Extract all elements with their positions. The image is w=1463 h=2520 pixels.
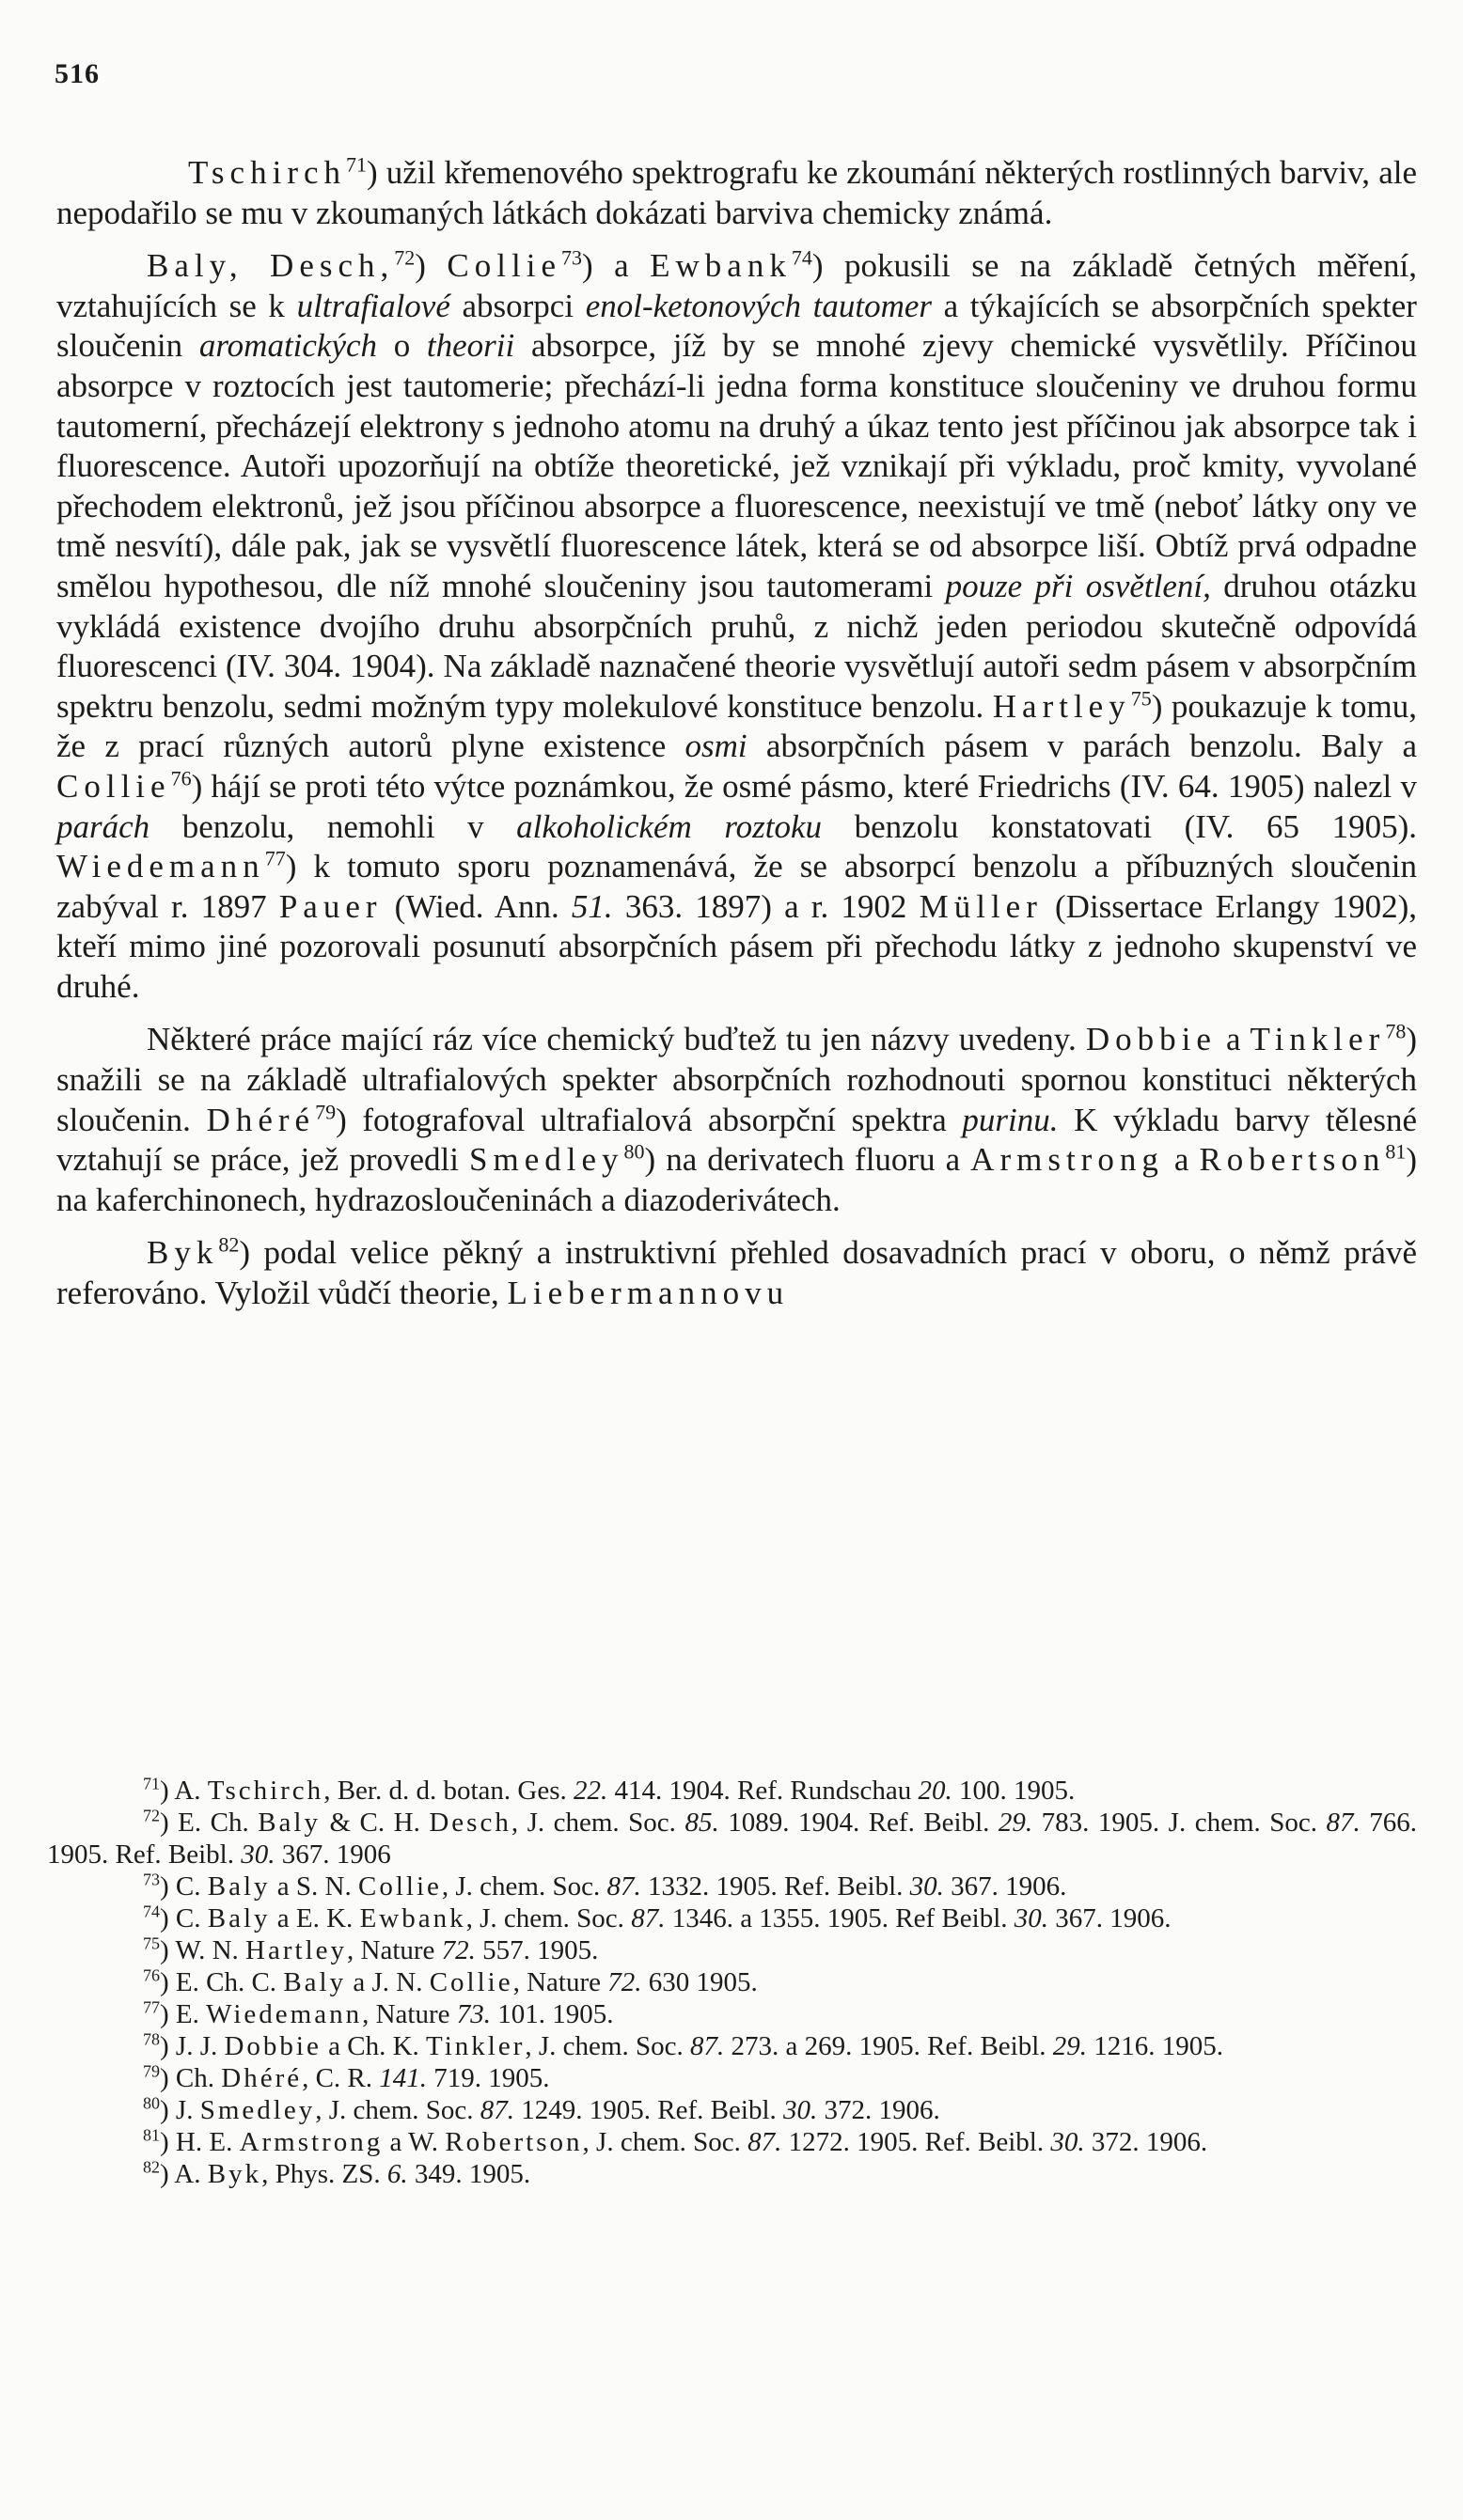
text-run: , Nature bbox=[512, 1967, 608, 1997]
text-run: Některé práce mající ráz více chemický buďtež tu jen názvy uvedeny. bbox=[147, 1021, 1086, 1058]
italic-run: 87. bbox=[747, 2127, 782, 2157]
footnote bbox=[47, 1934, 1417, 1966]
text-run: a týkajících se absorpčních spekter sloučenin bbox=[56, 287, 1417, 365]
text-run: , J. chem. Soc. bbox=[525, 2031, 690, 2061]
italic-run: 22. bbox=[574, 1776, 608, 1806]
footnote-ref: 82 bbox=[143, 2157, 160, 2177]
text-run: absorpci bbox=[449, 287, 586, 324]
text-run: ) k tomuto sporu poznamenává, že se absorpcí benzolu a příbuzných sloučenin zabýval r. 1897 bbox=[56, 848, 1417, 925]
text-run: absorpčních pásem v parách benzolu. Baly a bbox=[747, 728, 1417, 765]
text-run: ) snažili se na základě ultrafialových spekter absorpčních rozhodnouti spornou konstituci některých sloučenin. bbox=[56, 1021, 1417, 1138]
text-run: 414. 1904. Ref. Rundschau bbox=[607, 1776, 919, 1806]
author-name: Baly bbox=[283, 1967, 347, 1997]
text-run: a J. N. bbox=[346, 1967, 430, 1997]
italic-run: enol-ketonových tautomer bbox=[585, 287, 932, 324]
text-run: , Nature bbox=[347, 1935, 442, 1965]
text-run: 1272. 1905. Ref. Beibl. bbox=[781, 2127, 1051, 2157]
footnote-ref: 71 bbox=[346, 152, 368, 177]
footnote-ref: 73 bbox=[560, 245, 582, 270]
text-run: druhou otázku vykládá existence dvojího druhu absorpčních pruhů, z nichž jeden periodou skutečně odpovídá fluorescenci (IV. 304. 1904). Na základě naznačené theorie vysvětlují autoři sedm pásem v absorpčním spektru benzolu, sedmi možným typy molekulové konstituce benzolu. bbox=[56, 567, 1418, 725]
footnote-ref: 78 bbox=[143, 2029, 160, 2049]
footnote-ref: 82 bbox=[218, 1232, 240, 1257]
text-run: 367. 1906. bbox=[1048, 1903, 1172, 1933]
text-run: 349. 1905. bbox=[407, 2159, 531, 2189]
footnote-ref: 75 bbox=[143, 1933, 160, 1953]
text-run: ) Ch. bbox=[160, 2063, 222, 2093]
author-name: Dhéré bbox=[206, 1101, 316, 1138]
text-run: ) poukazuje k tomu, že z prací různých autorů plyne existence bbox=[56, 687, 1417, 765]
italic-run: aromatických bbox=[198, 327, 378, 365]
text-run: 1249. 1905. Ref. Beibl. bbox=[514, 2095, 783, 2125]
italic-run: 20. bbox=[918, 1776, 952, 1806]
author-name: Smedley bbox=[199, 2095, 316, 2125]
footnote-ref: 80 bbox=[623, 1139, 645, 1164]
italic-run: pouze při osvětlení, bbox=[945, 567, 1211, 604]
italic-run: theorii bbox=[426, 327, 515, 365]
paragraph bbox=[56, 246, 1417, 1007]
footnotes bbox=[47, 1775, 1417, 2190]
text-run: benzolu konstatovati (IV. 65 1905). bbox=[822, 807, 1417, 845]
footnote-ref: 72 bbox=[394, 245, 416, 270]
text-run: 719. 1905. bbox=[427, 2063, 550, 2093]
text-run: , C. R. bbox=[302, 2063, 380, 2093]
text-run: 630 1905. bbox=[641, 1967, 758, 1997]
text-run: ) užil křemenového spektrografu ke zkoumání některých rostlinných barviv, ale nepodařilo se mu v zkoumaných látkách dokázati barviva chemicky známá. bbox=[56, 154, 1417, 231]
text-run: a Ch. K. bbox=[321, 2031, 427, 2061]
author-name: Müller bbox=[919, 887, 1043, 925]
footnote bbox=[47, 1807, 1417, 1870]
footnote-ref: 75 bbox=[1130, 686, 1152, 711]
italic-run: 51. bbox=[571, 887, 613, 925]
text-run: absorpce, jíž by se mnohé zjevy chemické vysvětlily. Příčinou absorpce v roztocích jest tautomerie; přechází-li jedna forma konstituce sloučeniny ve druhou formu tautomerní, přecházejí elektrony s jednoho atomu na druhý a úkaz tento jest příčinou jak absorpce tak i fluorescence. Autoři upozorňují na obtíže theoretické, jež vznikají při výkladu, proč kmity, vyvolané přechodem elektronů, jež jsou příčinou absorpce a fluorescence, neexistují ve tmě (neboť látky ony ve tmě nesvítí), dále pak, jak se vysvětlí fluorescence látek, která se od absorpce liší. Obtíž prvá odpadne smělou hypothesou, dle níž mnohé sloučeniny jsou tautomerami bbox=[56, 327, 1418, 604]
text-run: ) fotografoval ultrafialová absorpční spektra bbox=[336, 1101, 963, 1138]
footnote-ref: 78 bbox=[1385, 1019, 1407, 1043]
text-run: 367. 1906. bbox=[943, 1871, 1067, 1902]
text-run: ) a bbox=[581, 247, 651, 285]
footnote-ref: 76 bbox=[170, 766, 192, 790]
footnote bbox=[47, 1775, 1417, 1807]
footnote bbox=[47, 2030, 1417, 2062]
italic-run: 72. bbox=[441, 1935, 476, 1965]
text-run: 1346. a 1355. 1905. Ref Beibl. bbox=[665, 1903, 1015, 1933]
text-run: 557. 1905. bbox=[475, 1935, 599, 1965]
text-run: ) H. E. bbox=[160, 2127, 240, 2157]
text-run: o bbox=[377, 327, 427, 365]
author-name: Byk bbox=[207, 2159, 262, 2189]
author-name: Baly bbox=[258, 1808, 321, 1838]
text-run: ) C. bbox=[160, 1903, 208, 1933]
text-run: , J. chem. Soc. bbox=[315, 2095, 480, 2125]
text-run: 363. 1897) a r. 1902 bbox=[612, 887, 920, 925]
italic-run: 141. bbox=[379, 2063, 428, 2093]
italic-run: ultrafialové bbox=[296, 287, 450, 324]
text-run: ) na derivatech fluoru a bbox=[644, 1141, 971, 1179]
text-run: , Ber. d. d. botan. Ges. bbox=[323, 1776, 574, 1806]
author-name: Liebermannovu bbox=[507, 1275, 790, 1312]
author-name: Pauer bbox=[278, 887, 383, 925]
author-name: Collie bbox=[447, 247, 561, 285]
text-run: , J. chem. Soc. bbox=[441, 1871, 607, 1902]
italic-run: 87. bbox=[631, 1903, 666, 1933]
italic-run: alkoholickém roztoku bbox=[516, 807, 823, 845]
paragraph bbox=[56, 1020, 1417, 1220]
author-name: Ewbank bbox=[359, 1903, 466, 1933]
author-name: Byk bbox=[147, 1234, 219, 1272]
text-run: 783. 1905. J. chem. Soc. bbox=[1032, 1808, 1327, 1838]
text-run: 100. 1905. bbox=[952, 1776, 1076, 1806]
text-run: ) J. bbox=[160, 2095, 200, 2125]
author-name: Collie bbox=[56, 767, 171, 805]
footnote bbox=[47, 2158, 1417, 2190]
footnote bbox=[47, 2062, 1417, 2094]
text-run: 101. 1905. bbox=[490, 1999, 614, 2029]
footnote bbox=[47, 1902, 1417, 1934]
footnote-ref: 74 bbox=[791, 245, 812, 270]
author-name: Smedley bbox=[469, 1141, 624, 1179]
italic-run: 30. bbox=[241, 1839, 275, 1870]
author-name: Baly bbox=[207, 1871, 271, 1902]
footnote bbox=[47, 1998, 1417, 2030]
text-run: ) J. J. bbox=[160, 2031, 225, 2061]
text-run: , Phys. ZS. bbox=[261, 2159, 387, 2189]
italic-run: 87. bbox=[606, 1871, 641, 1902]
author-name: Tschirch bbox=[188, 154, 347, 191]
text-run: ) na kaferchinonech, hydrazosloučeninách a diazoderivátech. bbox=[56, 1141, 1417, 1218]
author-name: Armstrong bbox=[970, 1141, 1164, 1179]
footnote-ref: 80 bbox=[143, 2093, 160, 2113]
text-run: ) bbox=[415, 247, 448, 285]
italic-run: 29. bbox=[1052, 2031, 1088, 2061]
italic-run: 29. bbox=[998, 1808, 1033, 1838]
italic-run: 30. bbox=[1050, 2127, 1085, 2157]
text-run: benzolu, nemohli v bbox=[149, 807, 517, 845]
footnote bbox=[47, 1966, 1417, 1998]
footnote bbox=[47, 2094, 1417, 2126]
author-name: Hartley bbox=[245, 1935, 348, 1965]
text-run: ) podal velice pěkný a instruktivní přehled dosavadních prací v oboru, o němž právě referováno. Vyložil vůdčí theorie, bbox=[56, 1234, 1417, 1312]
footnote-ref: 76 bbox=[143, 1965, 160, 1985]
footnote-ref: 72 bbox=[143, 1806, 160, 1825]
author-name: Armstrong bbox=[239, 2127, 384, 2157]
footnote-ref: 71 bbox=[143, 1774, 160, 1793]
text-run: K výkladu barvy tělesné vztahují se práce, jež provedli bbox=[56, 1101, 1418, 1179]
text-run: ) pokusili se na základě četných měření, vztahujících se k bbox=[56, 247, 1417, 324]
text-run: ) E. Ch. bbox=[160, 1808, 259, 1838]
italic-run: 30. bbox=[783, 2095, 818, 2125]
text-run: ) E. bbox=[160, 1999, 207, 2029]
text-run: & C. H. bbox=[321, 1808, 430, 1838]
italic-run: 85. bbox=[684, 1808, 719, 1838]
author-name: Desch bbox=[429, 1808, 511, 1838]
italic-run: osmi bbox=[684, 728, 747, 765]
italic-run: 73. bbox=[456, 1999, 491, 2029]
footnote-ref: 77 bbox=[143, 1997, 160, 2017]
author-name: Ewbank bbox=[650, 247, 792, 285]
footnote bbox=[47, 2126, 1417, 2158]
footnote-ref: 81 bbox=[1385, 1139, 1407, 1164]
text-run: ) A. bbox=[160, 1776, 208, 1806]
footnote-ref: 74 bbox=[143, 1902, 160, 1921]
footnote bbox=[47, 1870, 1417, 1902]
text-run: ) E. Ch. C. bbox=[160, 1967, 284, 1997]
text-run: 273. a 269. 1905. Ref. Beibl. bbox=[724, 2031, 1053, 2061]
text-run: , J. chem. Soc. bbox=[465, 1903, 632, 1933]
italic-run: 72. bbox=[607, 1967, 642, 1997]
text-run: , Nature bbox=[362, 1999, 457, 2029]
text-run: a bbox=[1216, 1021, 1251, 1058]
text-run: 766. 1905. Ref. Beibl. bbox=[47, 1808, 1418, 1870]
author-name: Baly, Desch, bbox=[147, 247, 395, 285]
text-run: 1089. 1904. Ref. Beibl. bbox=[718, 1808, 999, 1838]
author-name: Collie bbox=[357, 1871, 442, 1902]
text-run: ) C. bbox=[160, 1871, 208, 1902]
text-run: (Dissertace Erlangy 1902), kteří mimo jiné pozorovali posunutí absorpčních pásem při přechodu látky z jednoho skupenství ve druhé. bbox=[56, 887, 1417, 1005]
author-name: Tinkler bbox=[426, 2031, 526, 2061]
text-run: 372. 1906. bbox=[817, 2095, 940, 2125]
italic-run: purinu. bbox=[962, 1101, 1059, 1138]
text-run: 1332. 1905. Ref. Beibl. bbox=[640, 1871, 910, 1902]
text-run: (Wied. Ann. bbox=[382, 887, 572, 925]
footnote-ref: 79 bbox=[315, 1100, 337, 1123]
author-name: Baly bbox=[207, 1903, 271, 1933]
footnote-ref: 81 bbox=[143, 2125, 160, 2145]
author-name: Dobbie bbox=[224, 2031, 322, 2061]
body-text bbox=[56, 153, 1417, 1314]
text-run: a W. bbox=[383, 2127, 446, 2157]
author-name: Dobbie bbox=[1085, 1021, 1217, 1058]
text-run: , J. chem. Soc. bbox=[511, 1808, 685, 1838]
italic-run: 30. bbox=[909, 1871, 944, 1902]
text-run: , J. chem. Soc. bbox=[582, 2127, 748, 2157]
italic-run: parách bbox=[56, 807, 150, 845]
author-name: Hartley bbox=[992, 687, 1131, 725]
italic-run: 87. bbox=[1326, 1808, 1361, 1838]
text-run: 367. 1906 bbox=[275, 1839, 391, 1870]
text-run: ) hájí se proti této výtce poznámkou, že osmé pásmo, které Friedrichs (IV. 64. 1905) nalezl v bbox=[191, 767, 1417, 805]
page-number: 516 bbox=[55, 58, 100, 89]
footnote-ref: 77 bbox=[264, 846, 286, 870]
author-name: Tschirch bbox=[207, 1776, 324, 1806]
author-name: Wiedemann bbox=[206, 1999, 363, 2029]
text-run: a S. N. bbox=[270, 1871, 358, 1902]
italic-run: 6. bbox=[386, 2159, 408, 2189]
footnote-ref: 73 bbox=[143, 1870, 160, 1889]
author-name: Collie bbox=[429, 1967, 513, 1997]
author-name: Robertson bbox=[1199, 1141, 1386, 1179]
text-run: a E. K. bbox=[270, 1903, 360, 1933]
author-name: Robertson bbox=[445, 2127, 583, 2157]
author-name: Dhéré bbox=[221, 2063, 303, 2093]
footnote-ref: 79 bbox=[143, 2061, 160, 2081]
italic-run: 87. bbox=[480, 2095, 515, 2125]
italic-run: 30. bbox=[1014, 1903, 1049, 1933]
text-run: ) A. bbox=[160, 2159, 208, 2189]
text-run: ) W. N. bbox=[160, 1935, 246, 1965]
paragraph bbox=[56, 1233, 1417, 1313]
text-run: a bbox=[1163, 1141, 1200, 1179]
author-name: Wiedemann bbox=[56, 848, 265, 885]
author-name: Tinkler bbox=[1250, 1021, 1386, 1058]
paragraph bbox=[56, 153, 1417, 233]
italic-run: 87. bbox=[689, 2031, 725, 2061]
text-run: 1216. 1905. bbox=[1087, 2031, 1224, 2061]
text-run: 372. 1906. bbox=[1084, 2127, 1208, 2157]
